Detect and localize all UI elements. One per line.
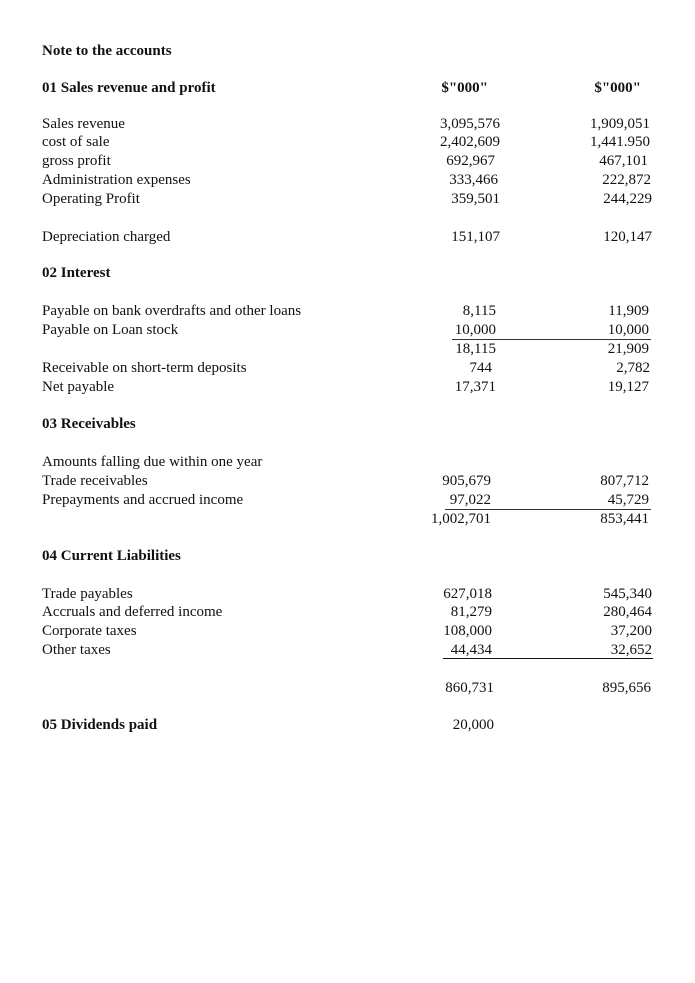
value-current-year: 744	[469, 360, 492, 376]
row-label: Trade payables	[42, 586, 133, 602]
section-heading-receivables: 03 Receivables	[42, 416, 136, 432]
row-label: Prepayments and accrued income	[42, 492, 244, 508]
value-prior-year: 222,872	[602, 172, 651, 188]
value-prior-year: 11,909	[608, 303, 649, 319]
value-current-year: 627,018	[443, 586, 492, 602]
value-current-year: 3,095,576	[440, 116, 500, 132]
row-label: Payable on Loan stock	[42, 322, 179, 338]
value-prior-year: 853,441	[600, 511, 649, 527]
value-current-year: 860,731	[445, 680, 494, 696]
value-prior-year: 545,340	[603, 586, 652, 602]
section-heading-sales-revenue: 01 Sales revenue and profit	[42, 80, 216, 96]
value-prior-year: 21,909	[607, 341, 649, 357]
value-current-year: 1,002,701	[431, 511, 491, 527]
value-prior-year: 120,147	[603, 229, 652, 245]
row-label: Other taxes	[42, 642, 111, 658]
value-current-year: 44,434	[450, 642, 492, 658]
column-header-current-year: $"000"	[441, 80, 488, 96]
row-label: Receivable on short-term deposits	[42, 360, 247, 376]
value-prior-year: 2,782	[616, 360, 650, 376]
value-current-year: 333,466	[449, 172, 498, 188]
value-prior-year: 280,464	[603, 604, 652, 620]
value-current-year: 2,402,609	[440, 134, 500, 150]
value-prior-year: 37,200	[610, 623, 652, 639]
value-current-year: 905,679	[442, 473, 491, 489]
value-prior-year: 19,127	[607, 379, 649, 395]
value-current-year: 10,000	[454, 322, 496, 338]
row-label: Trade receivables	[42, 473, 148, 489]
value-current-year: 97,022	[449, 492, 491, 508]
row-label: Corporate taxes	[42, 623, 137, 639]
row-label: Amounts falling due within one year	[42, 454, 263, 470]
section-heading-dividends-paid: 05 Dividends paid	[42, 717, 158, 733]
value-prior-year: 32,652	[610, 642, 652, 658]
value-current-year: 81,279	[450, 604, 492, 620]
row-label: Payable on bank overdrafts and other loans	[42, 303, 302, 319]
value-current-year: 18,115	[455, 341, 496, 357]
value-current-year: 151,107	[451, 229, 500, 245]
value-prior-year: 895,656	[602, 680, 651, 696]
value-current-year: 17,371	[454, 379, 496, 395]
value-current-year: 108,000	[443, 623, 492, 639]
value-prior-year: 467,101	[599, 153, 648, 169]
value-prior-year: 807,712	[600, 473, 649, 489]
section-heading-interest: 02 Interest	[42, 265, 111, 281]
value-prior-year: 1,909,051	[590, 116, 650, 132]
row-label: Sales revenue	[42, 116, 125, 132]
value-prior-year: 1,441.950	[590, 134, 650, 150]
value-current-year: 692,967	[446, 153, 495, 169]
page-title: Note to the accounts	[42, 43, 172, 59]
row-label: Net payable	[42, 379, 115, 395]
row-label: gross profit	[42, 153, 111, 169]
total-rule	[443, 658, 653, 659]
value-prior-year: 244,229	[603, 191, 652, 207]
value-prior-year: 10,000	[607, 322, 649, 338]
value-current-year: 8,115	[462, 303, 496, 319]
value-dividends-paid: 20,000	[452, 717, 494, 733]
column-header-prior-year: $"000"	[594, 80, 641, 96]
section-heading-current-liabilities: 04 Current Liabilities	[42, 548, 181, 564]
row-label: Operating Profit	[42, 191, 140, 207]
row-label: Administration expenses	[42, 172, 191, 188]
row-label: Accruals and deferred income	[42, 604, 223, 620]
value-prior-year: 45,729	[607, 492, 649, 508]
row-label: Depreciation charged	[42, 229, 171, 245]
value-current-year: 359,501	[451, 191, 500, 207]
row-label: cost of sale	[42, 134, 110, 150]
